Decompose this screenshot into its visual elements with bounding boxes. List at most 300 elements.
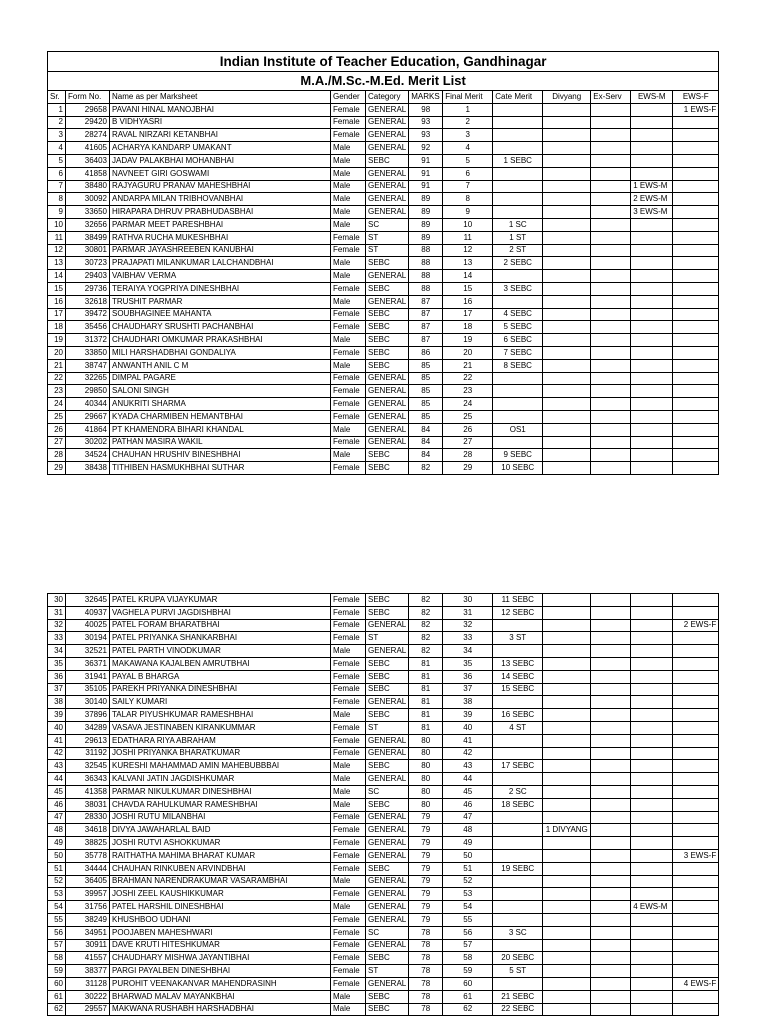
cell-marks: 85 [409, 398, 443, 411]
cell-marks: 91 [409, 180, 443, 193]
cell-ews-m [631, 423, 673, 436]
cell-ews-m [631, 875, 673, 888]
cell-marks: 81 [409, 657, 443, 670]
cell-ews-f [673, 709, 719, 722]
cell-ews-f [673, 913, 719, 926]
cell-ews-f [673, 926, 719, 939]
cell-category: SEBC [366, 1003, 409, 1016]
cell-ews-f [673, 346, 719, 359]
cell-cate-merit: 1 SEBC [493, 154, 543, 167]
cell-ews-f [673, 594, 719, 607]
cell-cate-merit: 20 SEBC [493, 952, 543, 965]
cell-divyang [543, 760, 591, 773]
cell-name: JADAV PALAKBHAI MOHANBHAI [110, 154, 331, 167]
table-row [48, 231, 719, 244]
table-row [48, 385, 719, 398]
cell-marks: 78 [409, 926, 443, 939]
cell-sr: 52 [48, 875, 66, 888]
cell-cate-merit: 5 ST [493, 965, 543, 978]
cell-name: RAITHATHA MAHIMA BHARAT KUMAR [110, 849, 331, 862]
cell-final-merit: 3 [443, 129, 493, 142]
cell-category: ST [366, 721, 409, 734]
cell-gender: Female [331, 116, 366, 129]
table-row [48, 645, 719, 658]
table-row [48, 410, 719, 423]
cell-ex-serv [591, 193, 631, 206]
cell-divyang: 1 DIVYANG [543, 824, 591, 837]
cell-final-merit: 18 [443, 321, 493, 334]
cell-gender: Female [331, 913, 366, 926]
cell-name: PATEL HARSHIL DINESHBHAI [110, 901, 331, 914]
cell-final-merit: 16 [443, 295, 493, 308]
cell-gender: Female [331, 977, 366, 990]
cell-divyang [543, 167, 591, 180]
cell-ews-m [631, 747, 673, 760]
cell-cate-merit: 6 SEBC [493, 334, 543, 347]
cell-final-merit: 8 [443, 193, 493, 206]
cell-form-no: 30911 [66, 939, 110, 952]
cell-name: PATEL FORAM BHARATBHAI [110, 619, 331, 632]
cell-ex-serv [591, 773, 631, 786]
cell-sr: 30 [48, 594, 66, 607]
cell-ews-f [673, 824, 719, 837]
cell-form-no: 39472 [66, 308, 110, 321]
cell-sr: 27 [48, 436, 66, 449]
cell-sr: 50 [48, 849, 66, 862]
cell-marks: 82 [409, 606, 443, 619]
cell-marks: 87 [409, 308, 443, 321]
table-row [48, 346, 719, 359]
cell-form-no: 30202 [66, 436, 110, 449]
cell-cate-merit: 2 SEBC [493, 257, 543, 270]
cell-sr: 13 [48, 257, 66, 270]
cell-gender: Female [331, 965, 366, 978]
cell-marks: 80 [409, 760, 443, 773]
cell-ex-serv [591, 154, 631, 167]
cell-gender: Female [331, 939, 366, 952]
cell-gender: Female [331, 632, 366, 645]
cell-sr: 39 [48, 709, 66, 722]
cell-ews-m [631, 709, 673, 722]
cell-ews-m [631, 913, 673, 926]
cell-form-no: 35456 [66, 321, 110, 334]
cell-ex-serv [591, 977, 631, 990]
cell-ews-f [673, 180, 719, 193]
cell-name: PATEL KRUPA VIJAYKUMAR [110, 594, 331, 607]
cell-final-merit: 27 [443, 436, 493, 449]
cell-ews-m [631, 760, 673, 773]
cell-category: GENERAL [366, 180, 409, 193]
cell-cate-merit: 2 SC [493, 785, 543, 798]
cell-form-no: 41605 [66, 142, 110, 155]
cell-name: JOSHI RUTU MILANBHAI [110, 811, 331, 824]
cell-form-no: 29736 [66, 282, 110, 295]
cell-marks: 98 [409, 103, 443, 116]
cell-ews-m [631, 462, 673, 475]
cell-final-merit: 58 [443, 952, 493, 965]
cell-marks: 78 [409, 990, 443, 1003]
cell-divyang [543, 244, 591, 257]
cell-final-merit: 30 [443, 594, 493, 607]
table-row [48, 849, 719, 862]
cell-final-merit: 5 [443, 154, 493, 167]
cell-ews-m [631, 619, 673, 632]
cell-ex-serv [591, 632, 631, 645]
cell-final-merit: 56 [443, 926, 493, 939]
cell-ews-m [631, 939, 673, 952]
table-row [48, 449, 719, 462]
cell-form-no: 41858 [66, 167, 110, 180]
cell-marks: 89 [409, 231, 443, 244]
cell-cate-merit: 4 ST [493, 721, 543, 734]
cell-category: GENERAL [366, 142, 409, 155]
cell-category: ST [366, 244, 409, 257]
cell-ews-f [673, 167, 719, 180]
cell-gender: Female [331, 657, 366, 670]
cell-cate-merit [493, 167, 543, 180]
table-row [48, 398, 719, 411]
cell-ex-serv [591, 116, 631, 129]
cell-divyang [543, 206, 591, 219]
cell-name: HIRAPARA DHRUV PRABHUDASBHAI [110, 206, 331, 219]
cell-form-no: 34524 [66, 449, 110, 462]
cell-ews-m [631, 785, 673, 798]
cell-final-merit: 43 [443, 760, 493, 773]
cell-sr: 23 [48, 385, 66, 398]
cell-ews-f [673, 334, 719, 347]
cell-sr: 42 [48, 747, 66, 760]
cell-cate-merit: 4 SEBC [493, 308, 543, 321]
cell-cate-merit [493, 824, 543, 837]
cell-sr: 24 [48, 398, 66, 411]
cell-cate-merit [493, 977, 543, 990]
cell-category: SC [366, 785, 409, 798]
cell-ews-m [631, 632, 673, 645]
cell-form-no: 34289 [66, 721, 110, 734]
cell-marks: 85 [409, 372, 443, 385]
cell-name: PUROHIT VEENAKANVAR MAHENDRASINH [110, 977, 331, 990]
cell-ex-serv [591, 657, 631, 670]
cell-sr: 3 [48, 129, 66, 142]
cell-marks: 88 [409, 244, 443, 257]
cell-category: GENERAL [366, 849, 409, 862]
cell-name: PRAJAPATI MILANKUMAR LALCHANDBHAI [110, 257, 331, 270]
cell-marks: 87 [409, 334, 443, 347]
cell-ews-m [631, 1003, 673, 1016]
cell-ews-m [631, 811, 673, 824]
cell-sr: 31 [48, 606, 66, 619]
table-row [48, 295, 719, 308]
cell-gender: Female [331, 837, 366, 850]
cell-cate-merit: 11 SEBC [493, 594, 543, 607]
cell-form-no: 29613 [66, 734, 110, 747]
cell-form-no: 32545 [66, 760, 110, 773]
cell-final-merit: 54 [443, 901, 493, 914]
cell-name: PT KHAMENDRA BIHARI KHANDAL [110, 423, 331, 436]
cell-final-merit: 11 [443, 231, 493, 244]
cell-ews-f [673, 154, 719, 167]
cell-ews-m [631, 670, 673, 683]
cell-divyang [543, 180, 591, 193]
cell-gender: Female [331, 462, 366, 475]
cell-final-merit: 35 [443, 657, 493, 670]
cell-ews-m [631, 385, 673, 398]
cell-ews-m [631, 154, 673, 167]
cell-form-no: 30222 [66, 990, 110, 1003]
cell-final-merit: 62 [443, 1003, 493, 1016]
cell-form-no: 36403 [66, 154, 110, 167]
cell-ews-m [631, 295, 673, 308]
cell-ews-m [631, 231, 673, 244]
cell-name: CHAUHAN RINKUBEN ARVINDBHAI [110, 862, 331, 875]
cell-form-no: 29850 [66, 385, 110, 398]
cell-gender: Female [331, 436, 366, 449]
cell-divyang [543, 385, 591, 398]
cell-sr: 16 [48, 295, 66, 308]
cell-ews-m [631, 129, 673, 142]
cell-divyang [543, 798, 591, 811]
cell-divyang [543, 837, 591, 850]
cell-gender: Female [331, 606, 366, 619]
cell-form-no: 31128 [66, 977, 110, 990]
cell-ex-serv [591, 218, 631, 231]
cell-gender: Male [331, 901, 366, 914]
table-row [48, 683, 719, 696]
cell-sr: 40 [48, 721, 66, 734]
cell-sr: 37 [48, 683, 66, 696]
cell-ex-serv [591, 103, 631, 116]
cell-category: GENERAL [366, 398, 409, 411]
cell-ex-serv [591, 282, 631, 295]
table-row [48, 129, 719, 142]
cell-gender: Female [331, 398, 366, 411]
table-row [48, 926, 719, 939]
cell-category: SEBC [366, 257, 409, 270]
cell-ews-m [631, 657, 673, 670]
table-row [48, 696, 719, 709]
table-row [48, 824, 719, 837]
table-row [48, 875, 719, 888]
cell-ex-serv [591, 449, 631, 462]
cell-sr: 22 [48, 372, 66, 385]
table-row [48, 282, 719, 295]
cell-marks: 87 [409, 295, 443, 308]
cell-marks: 81 [409, 683, 443, 696]
cell-sr: 45 [48, 785, 66, 798]
table-row [48, 270, 719, 283]
cell-divyang [543, 142, 591, 155]
cell-marks: 92 [409, 142, 443, 155]
cell-ex-serv [591, 372, 631, 385]
cell-cate-merit: 12 SEBC [493, 606, 543, 619]
cell-final-merit: 60 [443, 977, 493, 990]
cell-cate-merit [493, 142, 543, 155]
cell-marks: 89 [409, 218, 443, 231]
table-row [48, 721, 719, 734]
cell-divyang [543, 670, 591, 683]
cell-name: EDATHARA RIYA ABRAHAM [110, 734, 331, 747]
cell-cate-merit [493, 410, 543, 423]
table-row [48, 657, 719, 670]
header-ews-f: EWS-F [673, 91, 719, 104]
cell-gender: Male [331, 206, 366, 219]
cell-name: BRAHMAN NARENDRAKUMAR VASARAMBHAI [110, 875, 331, 888]
cell-ex-serv [591, 926, 631, 939]
cell-ex-serv [591, 257, 631, 270]
cell-ews-f [673, 645, 719, 658]
cell-gender: Female [331, 952, 366, 965]
cell-name: CHAUDHARI OMKUMAR PRAKASHBHAI [110, 334, 331, 347]
cell-gender: Male [331, 875, 366, 888]
cell-form-no: 31941 [66, 670, 110, 683]
cell-sr: 34 [48, 645, 66, 658]
cell-category: SEBC [366, 952, 409, 965]
cell-final-merit: 52 [443, 875, 493, 888]
cell-name: KHUSHBOO UDHANI [110, 913, 331, 926]
cell-sr: 12 [48, 244, 66, 257]
cell-ex-serv [591, 875, 631, 888]
cell-category: SEBC [366, 990, 409, 1003]
cell-sr: 41 [48, 734, 66, 747]
cell-form-no: 30194 [66, 632, 110, 645]
cell-category: GENERAL [366, 436, 409, 449]
cell-marks: 85 [409, 359, 443, 372]
cell-divyang [543, 359, 591, 372]
cell-form-no: 31372 [66, 334, 110, 347]
cell-divyang [543, 606, 591, 619]
cell-sr: 20 [48, 346, 66, 359]
cell-divyang [543, 734, 591, 747]
cell-marks: 82 [409, 462, 443, 475]
cell-ews-f: 4 EWS-F [673, 977, 719, 990]
cell-cate-merit: 16 SEBC [493, 709, 543, 722]
cell-final-merit: 48 [443, 824, 493, 837]
cell-marks: 84 [409, 436, 443, 449]
cell-gender: Male [331, 180, 366, 193]
table-row [48, 837, 719, 850]
cell-final-merit: 26 [443, 423, 493, 436]
cell-gender: Female [331, 129, 366, 142]
cell-ews-f [673, 785, 719, 798]
cell-gender: Female [331, 594, 366, 607]
cell-name: MAKWANA RUSHABH HARSHADBHAI [110, 1003, 331, 1016]
cell-category: GENERAL [366, 206, 409, 219]
table-row [48, 760, 719, 773]
cell-ex-serv [591, 167, 631, 180]
cell-gender: Female [331, 231, 366, 244]
table-row [48, 619, 719, 632]
cell-gender: Male [331, 423, 366, 436]
cell-category: GENERAL [366, 875, 409, 888]
cell-marks: 82 [409, 632, 443, 645]
cell-ews-m [631, 837, 673, 850]
cell-divyang [543, 849, 591, 862]
cell-ews-m [631, 683, 673, 696]
cell-ews-f [673, 193, 719, 206]
cell-name: SAILY KUMARI [110, 696, 331, 709]
cell-ex-serv [591, 295, 631, 308]
cell-cate-merit [493, 747, 543, 760]
cell-gender: Female [331, 824, 366, 837]
cell-ews-f [673, 798, 719, 811]
table-row [48, 142, 719, 155]
cell-form-no: 32521 [66, 645, 110, 658]
cell-ews-m [631, 721, 673, 734]
cell-sr: 44 [48, 773, 66, 786]
cell-divyang [543, 965, 591, 978]
cell-marks: 79 [409, 837, 443, 850]
cell-cate-merit [493, 875, 543, 888]
cell-sr: 47 [48, 811, 66, 824]
cell-ews-m [631, 952, 673, 965]
cell-ews-f [673, 760, 719, 773]
cell-form-no: 40025 [66, 619, 110, 632]
cell-ex-serv [591, 308, 631, 321]
cell-divyang [543, 449, 591, 462]
table-row [48, 606, 719, 619]
table-row [48, 977, 719, 990]
cell-divyang [543, 926, 591, 939]
cell-final-merit: 38 [443, 696, 493, 709]
cell-divyang [543, 321, 591, 334]
cell-name: DIVYA JAWAHARLAL BAID [110, 824, 331, 837]
cell-ex-serv [591, 423, 631, 436]
cell-ews-f [673, 321, 719, 334]
cell-form-no: 35778 [66, 849, 110, 862]
cell-ews-m [631, 218, 673, 231]
table-row [48, 734, 719, 747]
institute-title: Indian Institute of Teacher Education, Gandhinagar [48, 52, 719, 72]
cell-sr: 54 [48, 901, 66, 914]
cell-ews-f [673, 372, 719, 385]
cell-category: GENERAL [366, 129, 409, 142]
cell-ex-serv [591, 398, 631, 411]
cell-sr: 9 [48, 206, 66, 219]
cell-sr: 7 [48, 180, 66, 193]
header-category: Category [366, 91, 409, 104]
cell-ex-serv [591, 359, 631, 372]
cell-sr: 17 [48, 308, 66, 321]
cell-marks: 89 [409, 193, 443, 206]
cell-ex-serv [591, 862, 631, 875]
cell-gender: Female [331, 282, 366, 295]
cell-divyang [543, 116, 591, 129]
cell-form-no: 29403 [66, 270, 110, 283]
header-gender: Gender [331, 91, 366, 104]
cell-ex-serv [591, 824, 631, 837]
header-ex-serv: Ex-Serv [591, 91, 631, 104]
cell-sr: 14 [48, 270, 66, 283]
cell-sr: 58 [48, 952, 66, 965]
cell-ews-f [673, 231, 719, 244]
cell-ews-f: 1 EWS-F [673, 103, 719, 116]
cell-category: GENERAL [366, 747, 409, 760]
cell-ews-m [631, 359, 673, 372]
cell-final-merit: 61 [443, 990, 493, 1003]
cell-category: SEBC [366, 798, 409, 811]
cell-cate-merit: 13 SEBC [493, 657, 543, 670]
cell-name: JOSHI ZEEL KAUSHIKKUMAR [110, 888, 331, 901]
cell-form-no: 40937 [66, 606, 110, 619]
cell-form-no: 38249 [66, 913, 110, 926]
cell-marks: 82 [409, 619, 443, 632]
cell-form-no: 28274 [66, 129, 110, 142]
cell-cate-merit: 2 ST [493, 244, 543, 257]
cell-final-merit: 36 [443, 670, 493, 683]
cell-ex-serv [591, 747, 631, 760]
cell-marks: 91 [409, 154, 443, 167]
cell-ews-f [673, 734, 719, 747]
